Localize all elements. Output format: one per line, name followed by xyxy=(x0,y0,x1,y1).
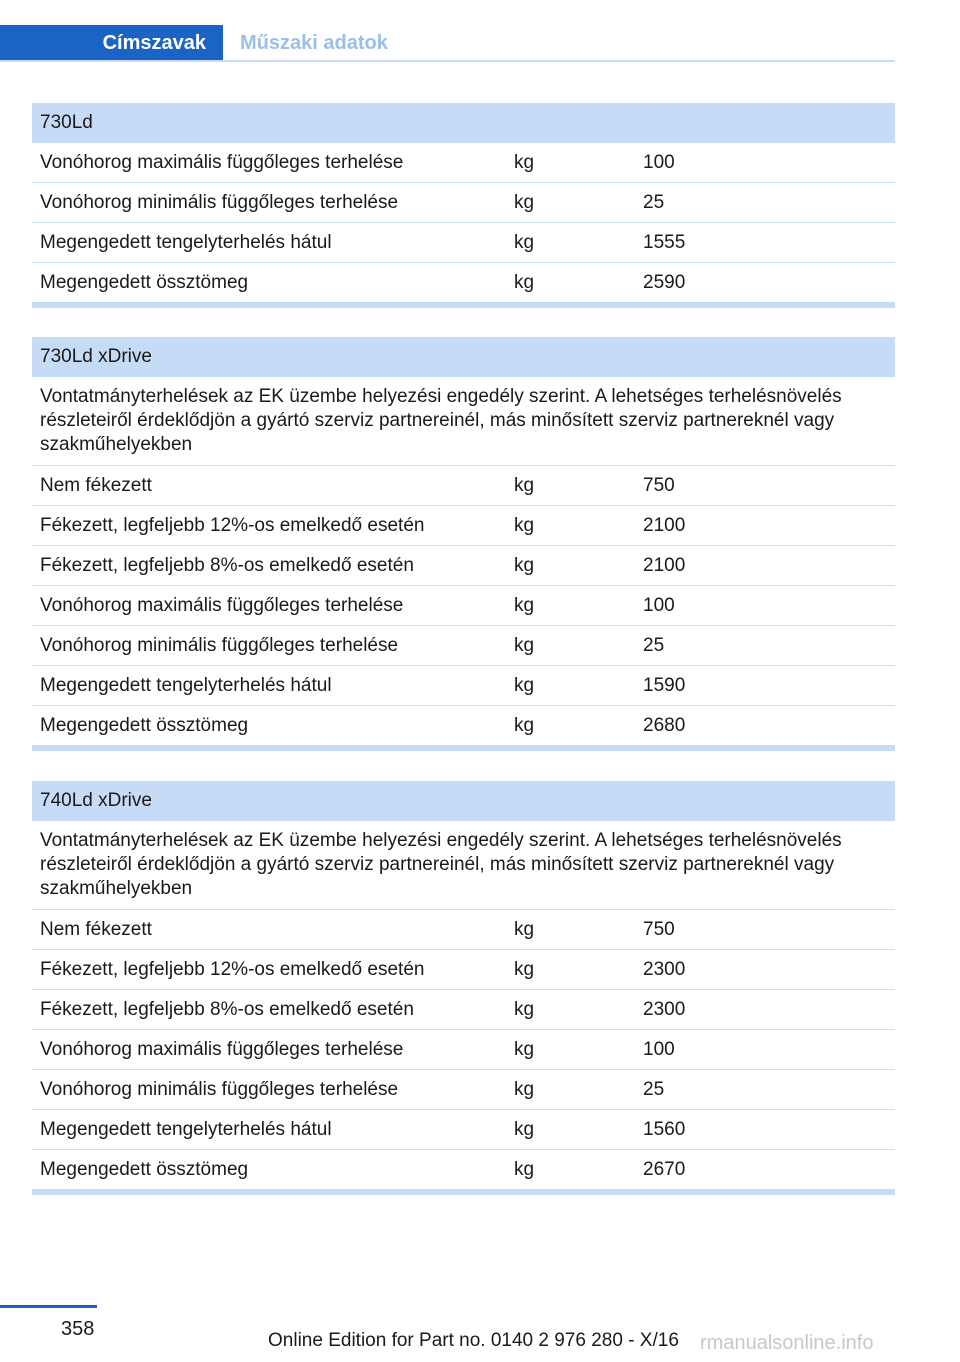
table-title: 730Ld xDrive xyxy=(32,337,895,377)
header-divider xyxy=(0,60,895,62)
row-unit: kg xyxy=(514,634,535,656)
row-label: Megengedett össztömeg xyxy=(40,1158,249,1180)
row-unit: kg xyxy=(514,514,535,536)
row-unit: kg xyxy=(514,674,535,696)
row-label: Megengedett össztömeg xyxy=(40,271,249,293)
row-value: 100 xyxy=(643,151,675,173)
row-value: 25 xyxy=(643,191,665,213)
tab-cimszavak[interactable]: Címszavak xyxy=(0,25,223,62)
row-unit: kg xyxy=(514,958,535,980)
row-value: 25 xyxy=(643,634,665,656)
table-title: 730Ld xyxy=(32,103,895,143)
table-row xyxy=(32,466,895,506)
row-unit: kg xyxy=(514,554,535,576)
table-row xyxy=(32,950,895,990)
table-row xyxy=(32,1150,895,1190)
row-value: 2100 xyxy=(643,514,686,536)
row-unit: kg xyxy=(514,1158,535,1180)
row-label: Vonóhorog maximális függőleges terhelése xyxy=(40,1038,404,1060)
table-row xyxy=(32,506,895,546)
edition-text: Online Edition for Part no. 0140 2 976 280 - X/16 xyxy=(268,1330,679,1351)
table-bottom-rule xyxy=(32,1190,895,1195)
row-label: Vonóhorog maximális függőleges terhelése xyxy=(40,151,404,173)
table-bottom-rule xyxy=(32,746,895,751)
table-note: Vontatmányterhelések az EK üzembe helyezési engedély szerint. A lehetséges terhelésnövelés részleteiről érdeklődjön a gyártó szerviz partnereinél, más minősített szerviz partnereknél vagy szakműhelyekben xyxy=(32,377,895,466)
table-row xyxy=(32,263,895,303)
row-label: Fékezett, legfeljebb 8%-os emelkedő esetén xyxy=(40,998,414,1020)
row-label: Fékezett, legfeljebb 12%-os emelkedő esetén xyxy=(40,514,425,536)
row-unit: kg xyxy=(514,1078,535,1100)
row-unit: kg xyxy=(514,191,535,213)
row-unit: kg xyxy=(514,714,535,736)
row-unit: kg xyxy=(514,1118,535,1140)
row-label: Vonóhorog minimális függőleges terhelése xyxy=(40,1078,399,1100)
row-unit: kg xyxy=(514,231,535,253)
row-label: Megengedett tengelyterhelés hátul xyxy=(40,231,332,253)
row-value: 1560 xyxy=(643,1118,686,1140)
row-label: Megengedett tengelyterhelés hátul xyxy=(40,1118,332,1140)
row-label: Nem fékezett xyxy=(40,474,152,496)
row-value: 2300 xyxy=(643,958,686,980)
table-row xyxy=(32,626,895,666)
row-value: 100 xyxy=(643,594,675,616)
row-unit: kg xyxy=(514,151,535,173)
row-value: 750 xyxy=(643,474,675,496)
footer-accent-line xyxy=(0,1305,97,1308)
row-label: Megengedett tengelyterhelés hátul xyxy=(40,674,332,696)
row-value: 2590 xyxy=(643,271,686,293)
table-note: Vontatmányterhelések az EK üzembe helyezési engedély szerint. A lehetséges terhelésnövelés részleteiről érdeklődjön a gyártó szerviz partnereinél, más minősített szerviz partnereknél vagy szakműhelyekben xyxy=(32,821,895,910)
table-row xyxy=(32,990,895,1030)
table-row xyxy=(32,910,895,950)
row-value: 750 xyxy=(643,918,675,940)
row-unit: kg xyxy=(514,271,535,293)
row-value: 2680 xyxy=(643,714,686,736)
row-value: 2100 xyxy=(643,554,686,576)
table-row xyxy=(32,546,895,586)
top-navigation xyxy=(0,0,960,62)
row-value: 1590 xyxy=(643,674,686,696)
table-row xyxy=(32,183,895,223)
watermark: rmanualsonline.info xyxy=(700,1332,874,1354)
table-bottom-rule xyxy=(32,303,895,308)
row-label: Vonóhorog minimális függőleges terhelése xyxy=(40,634,399,656)
row-unit: kg xyxy=(514,918,535,940)
tab-muszaki-adatok[interactable]: Műszaki adatok xyxy=(240,32,388,54)
table-row xyxy=(32,1030,895,1070)
row-label: Vonóhorog minimális függőleges terhelése xyxy=(40,191,399,213)
table-row xyxy=(32,666,895,706)
row-label: Megengedett össztömeg xyxy=(40,714,249,736)
table-row xyxy=(32,586,895,626)
row-unit: kg xyxy=(514,998,535,1020)
row-label: Fékezett, legfeljebb 8%-os emelkedő esetén xyxy=(40,554,414,576)
table-row xyxy=(32,223,895,263)
table-row xyxy=(32,706,895,746)
page-number: 358 xyxy=(61,1318,95,1340)
table-740ld-xdrive xyxy=(32,781,895,1195)
row-value: 100 xyxy=(643,1038,675,1060)
row-label: Vonóhorog maximális függőleges terhelése xyxy=(40,594,404,616)
row-value: 1555 xyxy=(643,231,686,253)
row-unit: kg xyxy=(514,594,535,616)
table-730ld-xdrive xyxy=(32,337,895,751)
table-730ld xyxy=(32,103,895,308)
row-label: Fékezett, legfeljebb 12%-os emelkedő esetén xyxy=(40,958,425,980)
row-unit: kg xyxy=(514,474,535,496)
table-title: 740Ld xDrive xyxy=(32,781,895,821)
table-row xyxy=(32,1110,895,1150)
table-row xyxy=(32,143,895,183)
row-value: 25 xyxy=(643,1078,665,1100)
table-row xyxy=(32,1070,895,1110)
row-unit: kg xyxy=(514,1038,535,1060)
row-value: 2670 xyxy=(643,1158,686,1180)
row-label: Nem fékezett xyxy=(40,918,152,940)
row-value: 2300 xyxy=(643,998,686,1020)
